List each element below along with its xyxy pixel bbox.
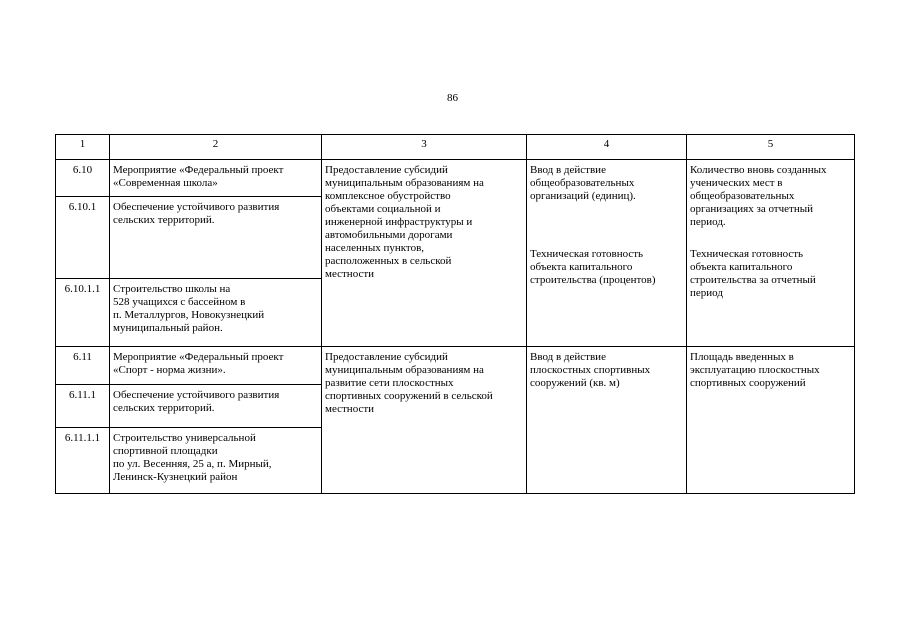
- table-row: [56, 160, 855, 197]
- row-number: 6.10.1.1: [56, 279, 110, 347]
- result-cell: [687, 160, 855, 347]
- measure-name: Строительство школы на 528 учащихся с бассейном в п. Металлургов, Новокузнецкий муниципальный район.: [110, 279, 322, 347]
- page-number: 86: [447, 92, 458, 104]
- result-text: Техническая готовность объекта капитального строительства за отчетный период: [690, 248, 816, 299]
- column-header-5: 5: [687, 135, 855, 160]
- measure-name: Строительство универсальной спортивной площадки по ул. Весенняя, 25 а, п. Мирный, Ленинск-Кузнецкий район: [110, 428, 322, 494]
- measure-name: Обеспечение устойчивого развития сельских территорий.: [110, 197, 322, 279]
- result-text: Количество вновь созданных ученических мест в общеобразовательных организациях за отчетный период.: [690, 164, 827, 228]
- row-number: 6.11.1: [56, 385, 110, 428]
- measure-description: Предоставление субсидий муниципальным образованиям на комплексное обустройство объектами социальной и инженерной инфраструктуры и автомобильными дорогами населенных пунктов, расположенных в сельской местности: [322, 160, 527, 347]
- measure-name: Мероприятие «Федеральный проект «Современная школа»: [110, 160, 322, 197]
- row-number: 6.11.1.1: [56, 428, 110, 494]
- measure-description: Предоставление субсидий муниципальным образованиям на развитие сети плоскостных спортивных сооружений в сельской местности: [322, 347, 527, 494]
- measure-name: Мероприятие «Федеральный проект «Спорт - норма жизни».: [110, 347, 322, 385]
- measure-name: Обеспечение устойчивого развития сельских территорий.: [110, 385, 322, 428]
- table-header-row: [56, 135, 855, 160]
- row-number: 6.10: [56, 160, 110, 197]
- table-row: [56, 347, 855, 385]
- column-header-1: 1: [56, 135, 110, 160]
- row-number: 6.11: [56, 347, 110, 385]
- indicator-cell: [527, 160, 687, 347]
- measures-table: [55, 134, 855, 494]
- column-header-2: 2: [110, 135, 322, 160]
- indicator-text: Ввод в действие плоскостных спортивных сооружений (кв. м): [527, 347, 687, 494]
- result-text: Площадь введенных в эксплуатацию плоскостных спортивных сооружений: [687, 347, 855, 494]
- row-number: 6.10.1: [56, 197, 110, 279]
- indicator-text: Техническая готовность объекта капитального строительства (процентов): [530, 248, 656, 286]
- column-header-4: 4: [527, 135, 687, 160]
- column-header-3: 3: [322, 135, 527, 160]
- indicator-text: Ввод в действие общеобразовательных организаций (единиц).: [530, 164, 636, 202]
